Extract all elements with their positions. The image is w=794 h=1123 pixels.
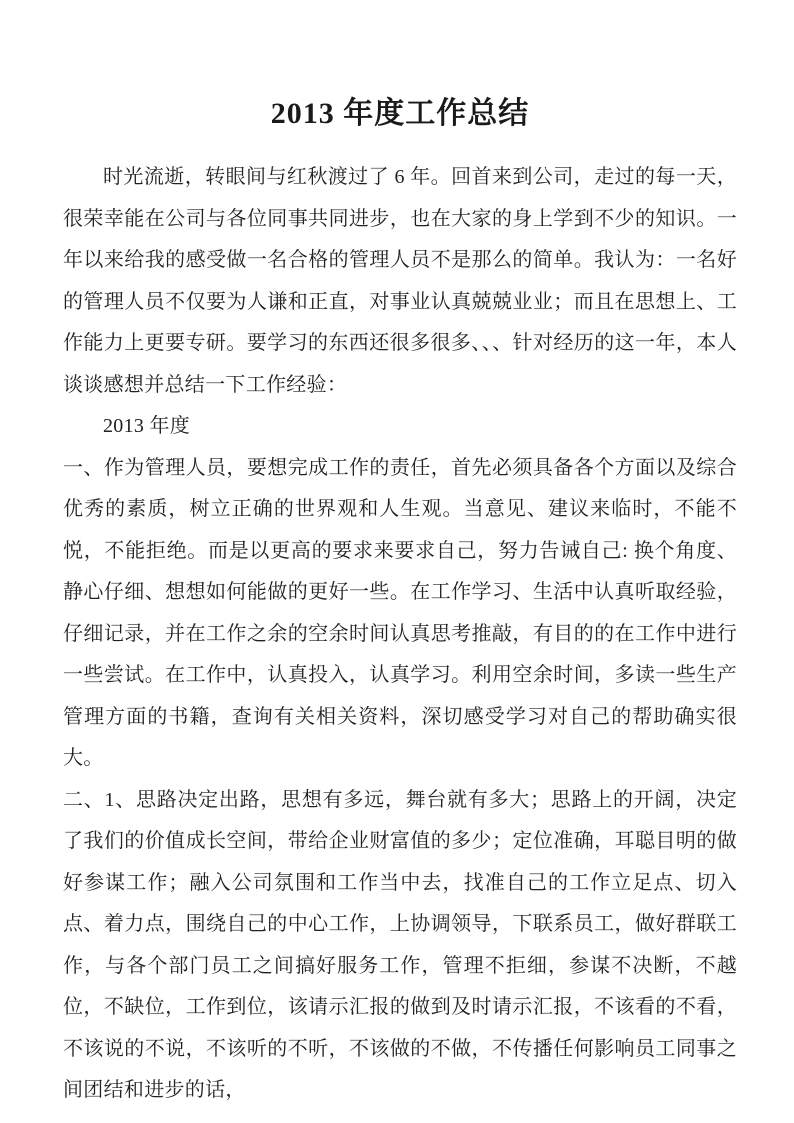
document-body [63,157,737,1112]
paragraph: 二、1、思路决定出路，思想有多远，舞台就有多大；思路上的开阔，决定了我们的价值成长空间，带给企业财富值的多少；定位准确，耳聪目明的做好参谋工作；融入公司氛围和工作当中去，找准自己的工作立足点、切入点、着力点，围绕自己的中心工作，上协调领导，下联系员工，做好群联工作，与各个部门员工之间搞好服务工作，管理不拒细，参谋不决断，不越位，不缺位，工作到位，该请示汇报的做到及时请示汇报，不该看的不看，不该说的不说，不该听的不听，不该做的不做，不传播任何影响员工同事之间团结和进步的话， [63,788,737,1101]
paragraph: 2013 年度 [103,415,191,437]
paragraph: 一、作为管理人员，要想完成工作的责任，首先必须具备各个方面以及综合优秀的素质，树立正确的世界观和人生观。当意见、建议来临时，不能不悦，不能拒绝。而是以更高的要求来要求自己，努力告诫自己: 换个角度、静心仔细、想想如何能做的更好一些。在工作学习、生活中认真听取经验，仔细记录，并在工作之余的空余时间认真思考推敲，有目的的在工作中进行一些尝试。在工作中，认真投入，认真学习。利用空余时间，多读一些生产管理方面的书籍，查询有关相关资料，深切感受学习对自己的帮助确实很大。 [63,456,737,769]
paragraph: 时光流逝，转眼间与红秋渡过了 6 年。回首来到公司，走过的每一天，很荣幸能在公司与各位同事共同进步，也在大家的身上学到不少的知识。一年以来给我的感受做一名合格的管理人员不是那么的简单。我认为：一名好的管理人员不仅要为人谦和正直，对事业认真兢兢业业；而且在思想上、工作能力上更要专研。要学习的东西还很多很多、、、针对经历的这一年，本人谈谈感想并总结一下工作经验： [63,166,737,396]
document-title: 2013 年度工作总结 [270,97,530,130]
